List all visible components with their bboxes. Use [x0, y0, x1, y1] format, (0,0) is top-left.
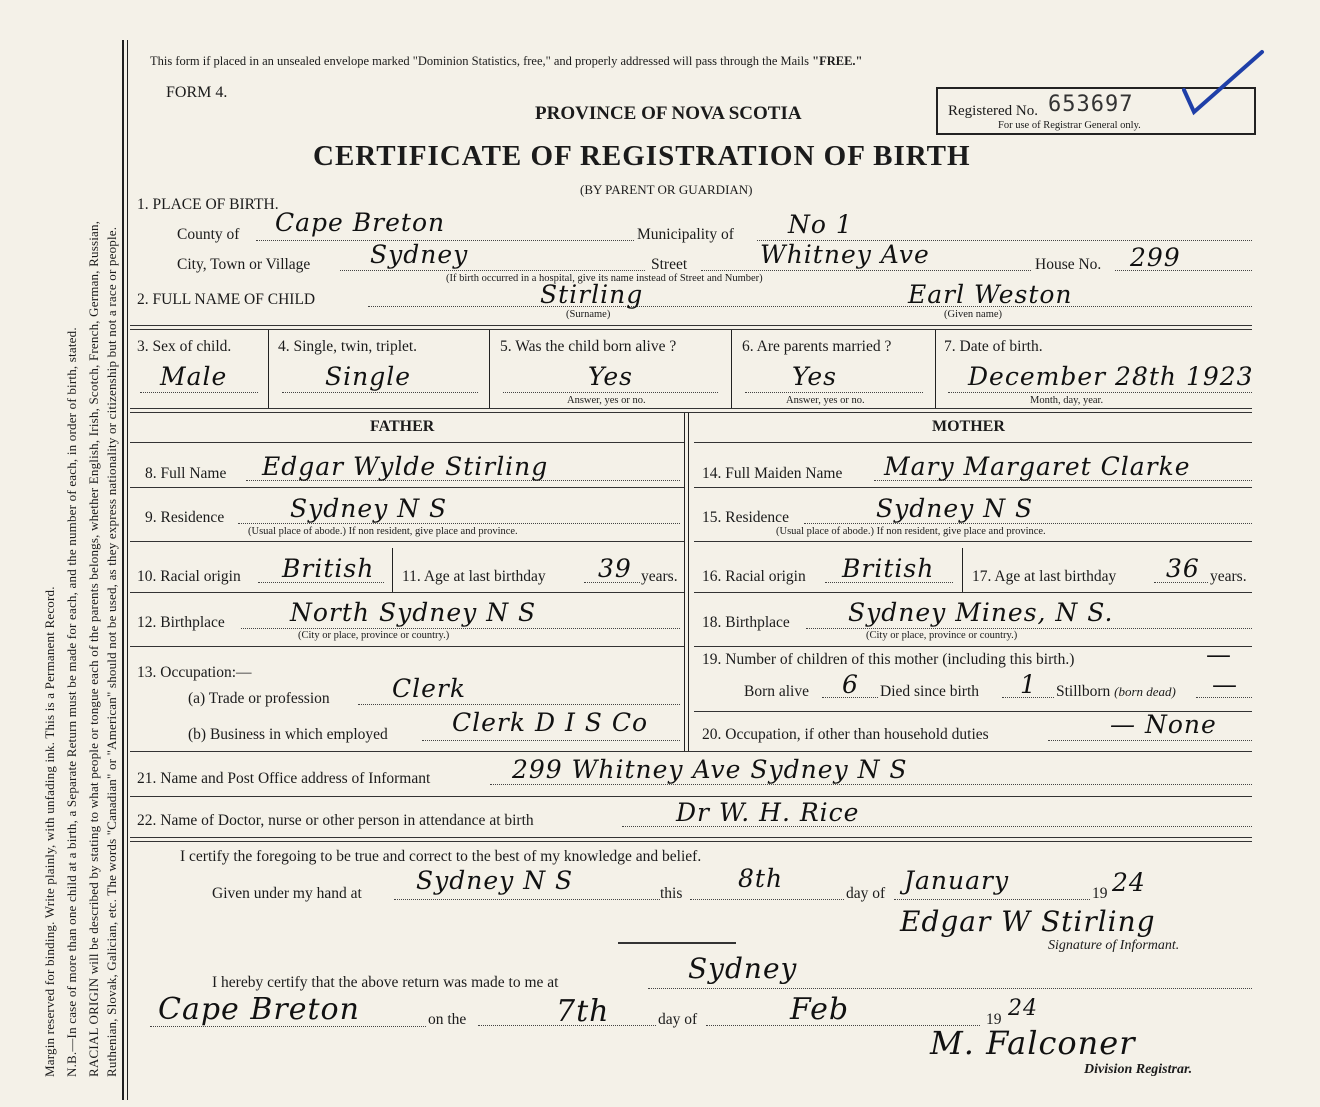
- checkmark-icon: [1180, 48, 1270, 118]
- mother-occupation-label: 20. Occupation, if other than household duties: [702, 726, 989, 743]
- given-label: Given under my hand at: [212, 885, 362, 902]
- mother-age-value: 36: [1166, 554, 1200, 583]
- mother-residence-value: Sydney N S: [876, 494, 1034, 523]
- father-residence-value: Sydney N S: [290, 494, 448, 523]
- surname-note: (Surname): [566, 309, 611, 320]
- married-label: 6. Are parents married ?: [742, 338, 892, 355]
- given-day-of-label: day of: [846, 885, 886, 902]
- born-alive-value: 6: [842, 670, 859, 699]
- alive-label: 5. Was the child born alive ?: [500, 338, 677, 355]
- registrar-signature: M. Falconer: [930, 1024, 1136, 1062]
- registrar-place: Sydney: [688, 952, 798, 985]
- form-number: FORM 4.: [166, 84, 228, 101]
- sex-label: 3. Sex of child.: [137, 338, 232, 355]
- informant-label: 21. Name and Post Office address of Informant: [137, 770, 431, 787]
- sex-value: Male: [160, 362, 228, 391]
- plurality-value: Single: [325, 362, 412, 391]
- registrar-year-prefix: 19: [986, 1011, 1002, 1028]
- informant-signature: Edgar W Stirling: [900, 905, 1156, 938]
- father-name-label: 8. Full Name: [145, 465, 227, 482]
- municipality-label: Municipality of: [637, 226, 734, 243]
- stillborn-value: —: [1212, 670, 1238, 699]
- municipality-value: No 1: [788, 210, 853, 239]
- margin-line-3: RACIAL ORIGIN will be described by stating to what people or tongue each of the parents belongs, whether English, Irish, Scotch, French, German, Russian,: [86, 220, 101, 1077]
- father-age-label: 11. Age at last birthday: [402, 568, 546, 585]
- city-label: City, Town or Village: [177, 256, 311, 273]
- child-given-name: Earl Weston: [908, 280, 1073, 309]
- children-count-value: —: [1206, 640, 1232, 669]
- business-value: Clerk D I S Co: [452, 708, 649, 737]
- given-year: 24: [1112, 868, 1146, 897]
- mother-residence-label: 15. Residence: [702, 509, 789, 526]
- father-racial-value: British: [282, 554, 375, 583]
- father-racial-label: 10. Racial origin: [137, 568, 241, 585]
- dob-label: 7. Date of birth.: [944, 338, 1043, 355]
- mother-heading: MOTHER: [932, 418, 1005, 435]
- doctor-label: 22. Name of Doctor, nurse or other person in attendance at birth: [137, 812, 534, 829]
- father-age-unit: years.: [641, 568, 678, 585]
- binding-line: [122, 40, 124, 1100]
- margin-line-2: N.B.—In case of more than one child at a birth, a Separate Return must be made for each, and the number of each, in order of birth, stated.: [64, 327, 79, 1077]
- occupation-label: 13. Occupation:—: [137, 664, 252, 681]
- city-value: Sydney: [370, 240, 469, 269]
- given-year-prefix: 19: [1092, 885, 1108, 902]
- margin-line-1: Margin reserved for binding. Write plainly, with unfading ink. This is a Permanent Record.: [42, 586, 57, 1077]
- died-since-label: Died since birth: [880, 683, 980, 700]
- alive-note: Answer, yes or no.: [567, 395, 646, 406]
- registrar-statement: I hereby certify that the above return was made to me at: [212, 974, 559, 991]
- father-birthplace-label: 12. Birthplace: [137, 614, 225, 631]
- father-age-value: 39: [598, 554, 632, 583]
- mother-birthplace-note: (City or place, province or country.): [866, 630, 1018, 641]
- page-subtitle: (BY PARENT OR GUARDIAN): [580, 182, 753, 197]
- place-heading: 1. PLACE OF BIRTH.: [137, 196, 279, 213]
- this-label: this: [660, 885, 683, 902]
- mail-notice: This form if placed in an unsealed envelope marked "Dominion Statistics, free," and properly addressed will pass through the Mails "FREE.": [150, 54, 863, 68]
- registrar-year: 24: [1008, 996, 1038, 1021]
- father-residence-note: (Usual place of abode.) If non resident, give place and province.: [248, 526, 518, 537]
- mother-name-label: 14. Full Maiden Name: [702, 465, 843, 482]
- business-label: (b) Business in which employed: [188, 726, 388, 743]
- house-value: 299: [1130, 243, 1181, 272]
- died-since-value: 1: [1020, 670, 1037, 699]
- married-note: Answer, yes or no.: [786, 395, 865, 406]
- father-heading: FATHER: [370, 418, 435, 435]
- child-surname: Stirling: [540, 280, 644, 309]
- registrar-caption: Division Registrar.: [1084, 1062, 1193, 1077]
- province-heading: PROVINCE OF NOVA SCOTIA: [535, 103, 802, 124]
- on-the-label: on the: [428, 1011, 467, 1028]
- margin-instructions: [0, 0, 130, 1107]
- county-value: Cape Breton: [275, 208, 446, 237]
- mother-age-unit: years.: [1210, 568, 1247, 585]
- street-value: Whitney Ave: [760, 240, 930, 269]
- registrar-day-of-label: day of: [658, 1011, 698, 1028]
- father-name-value: Edgar Wylde Stirling: [262, 452, 549, 481]
- informant-value: 299 Whitney Ave Sydney N S: [512, 755, 908, 784]
- mother-residence-note: (Usual place of abode.) If non resident, give place and province.: [776, 526, 1046, 537]
- registrar-month: Feb: [790, 992, 850, 1027]
- mother-birthplace-label: 18. Birthplace: [702, 614, 790, 631]
- doctor-value: Dr W. H. Rice: [676, 798, 860, 827]
- binding-line-inner: [127, 40, 128, 1100]
- given-place: Sydney N S: [416, 866, 574, 895]
- registrar-day: 7th: [556, 994, 610, 1029]
- dob-note: Month, day, year.: [1030, 395, 1104, 406]
- mother-name-value: Mary Margaret Clarke: [884, 452, 1191, 481]
- margin-line-4: Ruthenian, Slovak, Galician, etc. The words "Canadian" or "American" should not be used, as they express nationality or citizenship but not a race or people.: [104, 226, 119, 1077]
- dob-value: December 28th 1923: [968, 362, 1254, 391]
- given-month: January: [904, 866, 1010, 895]
- father-birthplace-note: (City or place, province or country.): [298, 630, 450, 641]
- given-day: 8th: [738, 864, 784, 893]
- house-label: House No.: [1035, 256, 1102, 273]
- mother-racial-value: British: [842, 554, 935, 583]
- married-value: Yes: [792, 362, 837, 391]
- hospital-note: (If birth occurred in a hospital, give its name instead of Street and Number): [446, 273, 763, 284]
- given-name-note: (Given name): [944, 309, 1003, 320]
- plurality-label: 4. Single, twin, triplet.: [278, 338, 418, 355]
- born-alive-label: Born alive: [744, 683, 809, 700]
- registrar-county: Cape Breton: [158, 992, 360, 1027]
- mother-age-label: 17. Age at last birthday: [972, 568, 1117, 585]
- alive-value: Yes: [588, 362, 633, 391]
- registered-label: Registered No.: [948, 103, 1038, 119]
- mother-birthplace-value: Sydney Mines, N S.: [848, 598, 1114, 627]
- trade-value: Clerk: [392, 674, 467, 703]
- children-count-label: 19. Number of children of this mother (including this birth.): [702, 651, 1075, 668]
- trade-label: (a) Trade or profession: [188, 690, 330, 707]
- registrar-note: For use of Registrar General only.: [998, 120, 1141, 131]
- child-name-label: 2. FULL NAME OF CHILD: [137, 291, 316, 308]
- stillborn-label: Stillborn (born dead): [1056, 683, 1176, 700]
- county-label: County of: [177, 226, 240, 243]
- mother-occupation-value: — None: [1110, 710, 1217, 739]
- registered-number: 653697: [1048, 92, 1134, 117]
- page-title: CERTIFICATE OF REGISTRATION OF BIRTH: [313, 140, 971, 172]
- father-birthplace-value: North Sydney N S: [290, 598, 537, 627]
- informant-caption: Signature of Informant.: [1048, 938, 1180, 953]
- mother-racial-label: 16. Racial origin: [702, 568, 806, 585]
- father-residence-label: 9. Residence: [145, 509, 225, 526]
- certify-statement: I certify the foregoing to be true and correct to the best of my knowledge and belief.: [180, 848, 702, 865]
- street-label: Street: [651, 256, 688, 273]
